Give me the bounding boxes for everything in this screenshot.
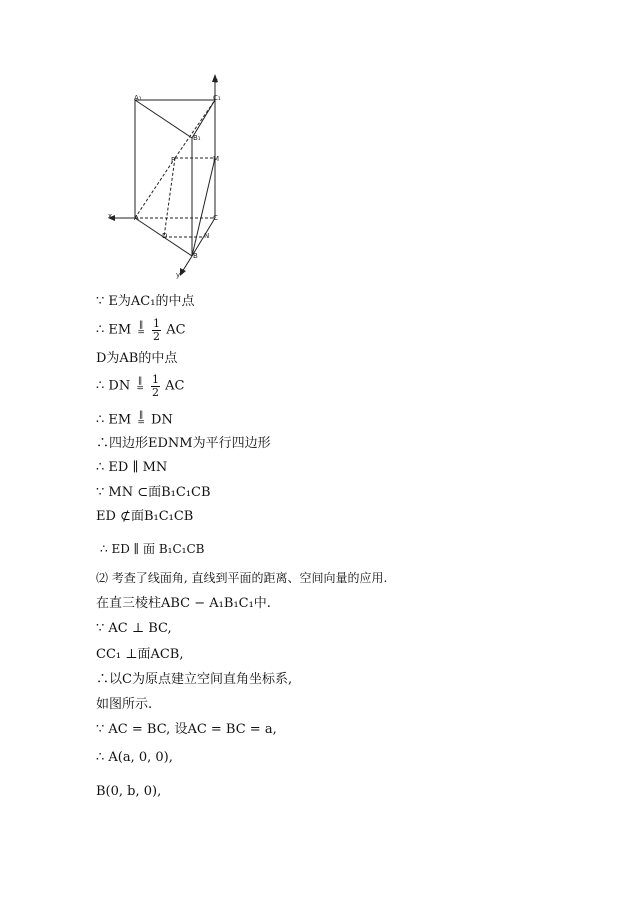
em-label: ∴ EM: [96, 412, 132, 428]
em-label: ∴ EM: [96, 322, 132, 338]
line-d-midpoint: D为AB的中点: [96, 351, 178, 366]
label-D: D: [162, 232, 168, 240]
line-ed-not-in-plane: ED ⊄面B₁C₁CB: [96, 509, 194, 524]
line-coordinate-system: ∴以C为原点建立空间直角坐标系,: [96, 672, 293, 687]
label-C: C: [213, 214, 218, 222]
line-e-midpoint: ∵ E为AC₁的中点: [96, 294, 195, 309]
ac-label: AC: [165, 378, 185, 394]
line-mn-in-plane: ∵ MN ⊂面B₁C₁CB: [96, 485, 211, 500]
label-F: F: [171, 156, 176, 164]
line-em-half-ac: [96, 318, 186, 342]
dn-label: DN: [151, 412, 173, 428]
line-cc1-perp-plane: CC₁ ⊥面ACB,: [96, 647, 184, 662]
fraction-numerator: 1: [153, 317, 161, 330]
line-ed-parallel-mn: ∴ ED ∥ MN: [96, 460, 168, 475]
fraction-half: [152, 318, 161, 342]
line-point-a: ∴ A(a, 0, 0),: [96, 750, 173, 765]
fraction-numerator: 1: [152, 373, 160, 386]
label-C1: C₁: [213, 94, 221, 102]
label-B: B: [193, 252, 198, 260]
line-as-shown: 如图所示.: [96, 697, 153, 712]
parallel-equal-symbol: ∥ =: [136, 376, 144, 395]
fraction-denominator: 2: [152, 385, 160, 399]
parallel-equal-symbol: ∥ =: [137, 320, 145, 339]
label-z: z: [214, 77, 218, 85]
label-B1: B₁: [193, 134, 201, 142]
fraction-denominator: 2: [153, 329, 161, 343]
line-parallelogram: ∴四边形EDNM为平行四边形: [96, 436, 271, 451]
line-ac-eq-bc: ∵ AC = BC, 设AC = BC = a,: [96, 722, 277, 737]
label-A1: A₁: [134, 94, 142, 102]
parallel-equal-symbol: ∥ =: [137, 411, 145, 429]
ac-label: AC: [166, 322, 186, 338]
line-em-dn: [96, 413, 173, 427]
label-x: x: [108, 212, 113, 220]
prism-figure: [100, 70, 240, 280]
line-point-b: B(0, b, 0),: [96, 784, 162, 799]
line-dn-half-ac: [96, 374, 185, 398]
fraction-half: [151, 374, 160, 398]
line-ac-perp-bc: ∵ AC ⊥ BC,: [96, 621, 172, 636]
dn-label: ∴ DN: [96, 378, 131, 394]
label-A: A: [134, 214, 139, 222]
label-y: y: [176, 271, 181, 279]
label-M: M: [213, 155, 220, 163]
label-N: N: [204, 232, 210, 240]
line-right-prism: 在直三棱柱ABC − A₁B₁C₁中.: [96, 596, 271, 611]
line-ed-parallel-plane: ∴ ED ∥ 面 B₁C₁CB: [100, 542, 205, 556]
line-part2-intro: ⑵ 考查了线面角, 直线到平面的距离、空间向量的应用.: [96, 571, 388, 585]
